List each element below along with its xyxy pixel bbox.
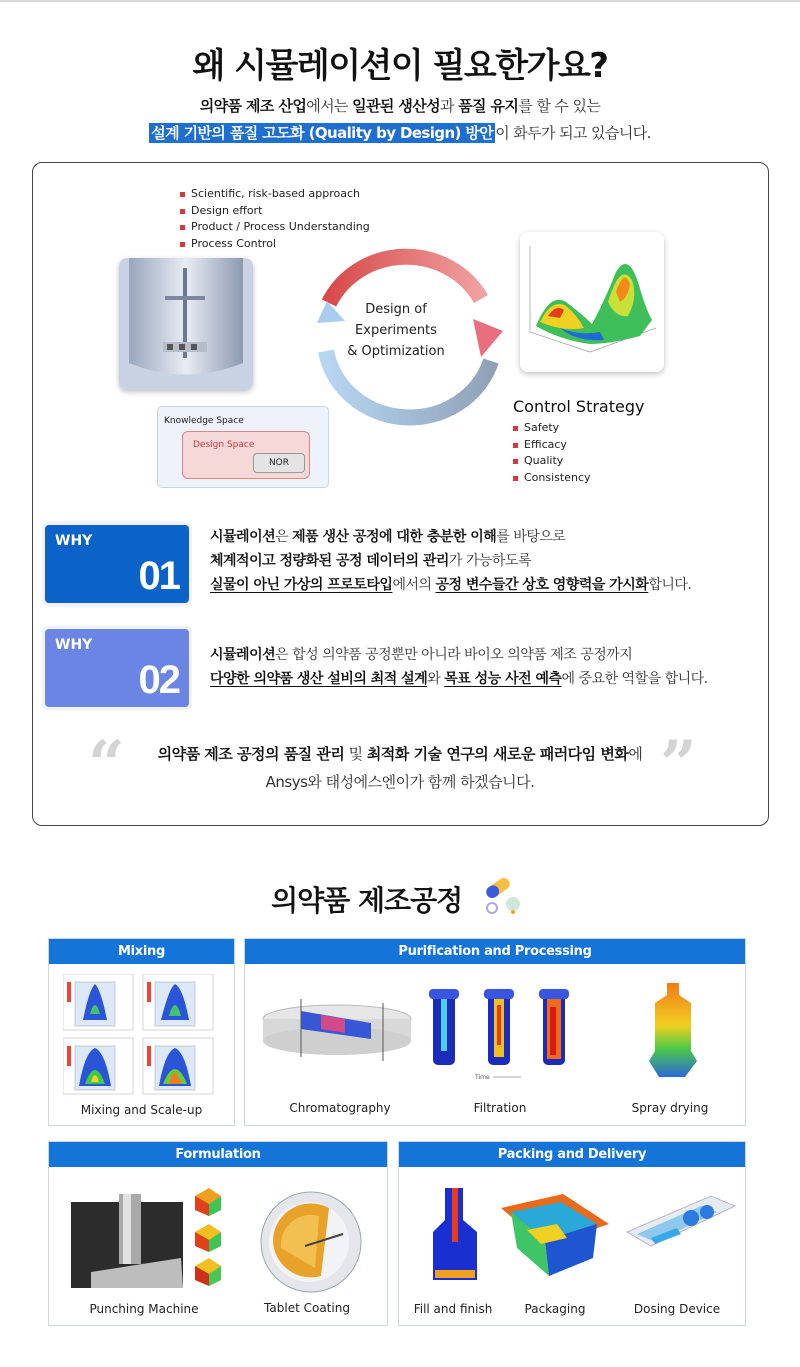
why-02-text: 시뮬레이션은 합성 의약품 공정뿐만 아니라 바이오 의약품 제조 공정까지 다양한 의약품 생산 설비의 최적 설계와 목표 성능 사전 예측에 중요한 역할을 합니다. [210, 647, 708, 687]
formulation-panel [48, 1141, 388, 1326]
nor-box: NOR [253, 453, 305, 473]
formulation-header: Formulation [49, 1142, 387, 1167]
why-02-badge: WHY 02 [45, 629, 189, 707]
qbd-card [32, 162, 769, 826]
packing-header: Packing and Delivery [399, 1142, 745, 1167]
design-space-box: Design Space NOR [182, 431, 310, 479]
open-quote-icon: “ [88, 727, 125, 802]
tablet-coating-image [259, 1190, 365, 1294]
spray-drying-caption: Spray drying [631, 1101, 709, 1115]
doe-label: Design of Experiments & Optimization [347, 302, 445, 359]
control-bullets: Safety Efficacy Quality Consistency [512, 420, 591, 486]
mixing-tank-image [119, 258, 253, 390]
chromatography-caption: Chromatography [289, 1101, 391, 1115]
purification-header: Purification and Processing [245, 939, 745, 964]
packing-panel [398, 1141, 746, 1326]
mixing-panel [48, 938, 235, 1126]
qbd-highlight: 설계 기반의 품질 고도화 (Quality by Design) 방안 [151, 124, 494, 142]
why-01-text: 시뮬레이션은 제품 생산 공정에 대한 충분한 이해를 바탕으로 체계적이고 정량화된 공정 데이터의 관리가 가능하도록 실물이 아닌 가상의 프로토타입에서의 공정 변수들간 상호 영향력을 가시화합니다. [210, 529, 692, 593]
mixing-header: Mixing [49, 939, 234, 964]
filtration-caption: Filtration [473, 1101, 527, 1115]
packaging-image [497, 1190, 613, 1282]
fill-finish-caption: Fill and finish [413, 1302, 493, 1316]
filtration-image [425, 985, 585, 1081]
page-title: 왜 시뮬레이션이 필요한가요? [192, 46, 608, 86]
punching-machine-caption: Punching Machine [89, 1302, 199, 1316]
packaging-caption: Packaging [524, 1302, 586, 1316]
punching-machine-image [71, 1182, 227, 1292]
why-01-badge: WHY 01 [45, 525, 189, 603]
top-divider [0, 0, 800, 2]
intro-text: 의약품 제조 산업에서는 일관된 생산성과 품질 유지를 할 수 있는 설계 기반의 품질 고도화 (Quality by Design) 방안 이 화두가 되고 있습니다. [151, 97, 651, 142]
purification-panel [244, 938, 746, 1126]
control-strategy-title: Control Strategy [513, 397, 645, 416]
mixing-simulation-image [63, 974, 221, 1096]
knowledge-space-box: Knowledge Space Design Space NOR [157, 406, 329, 488]
close-quote-icon: ” [660, 727, 697, 802]
surface-plot-image [520, 232, 664, 372]
process-title: 의약품 제조공정 [0, 878, 800, 919]
chromatography-image [261, 989, 413, 1071]
tablet-coating-caption: Tablet Coating [264, 1301, 350, 1315]
fill-finish-image [429, 1186, 481, 1288]
mixing-caption: Mixing and Scale-up [80, 1103, 203, 1117]
time-axis-label: Time [475, 1074, 490, 1081]
capsule-icon [477, 878, 529, 918]
closing-quote: 의약품 제조 공정의 품질 관리 및 최적화 기술 연구의 새로운 패러다임 변화에 Ansys와 태성에스엔이가 함께 하겠습니다. [157, 745, 643, 791]
dosing-device-caption: Dosing Device [633, 1302, 721, 1316]
spray-drying-image [645, 981, 701, 1083]
dosing-device-image [621, 1188, 739, 1272]
approach-bullets: Scientific, risk-based approach Design effort Product / Process Understanding Process Control [179, 186, 370, 252]
